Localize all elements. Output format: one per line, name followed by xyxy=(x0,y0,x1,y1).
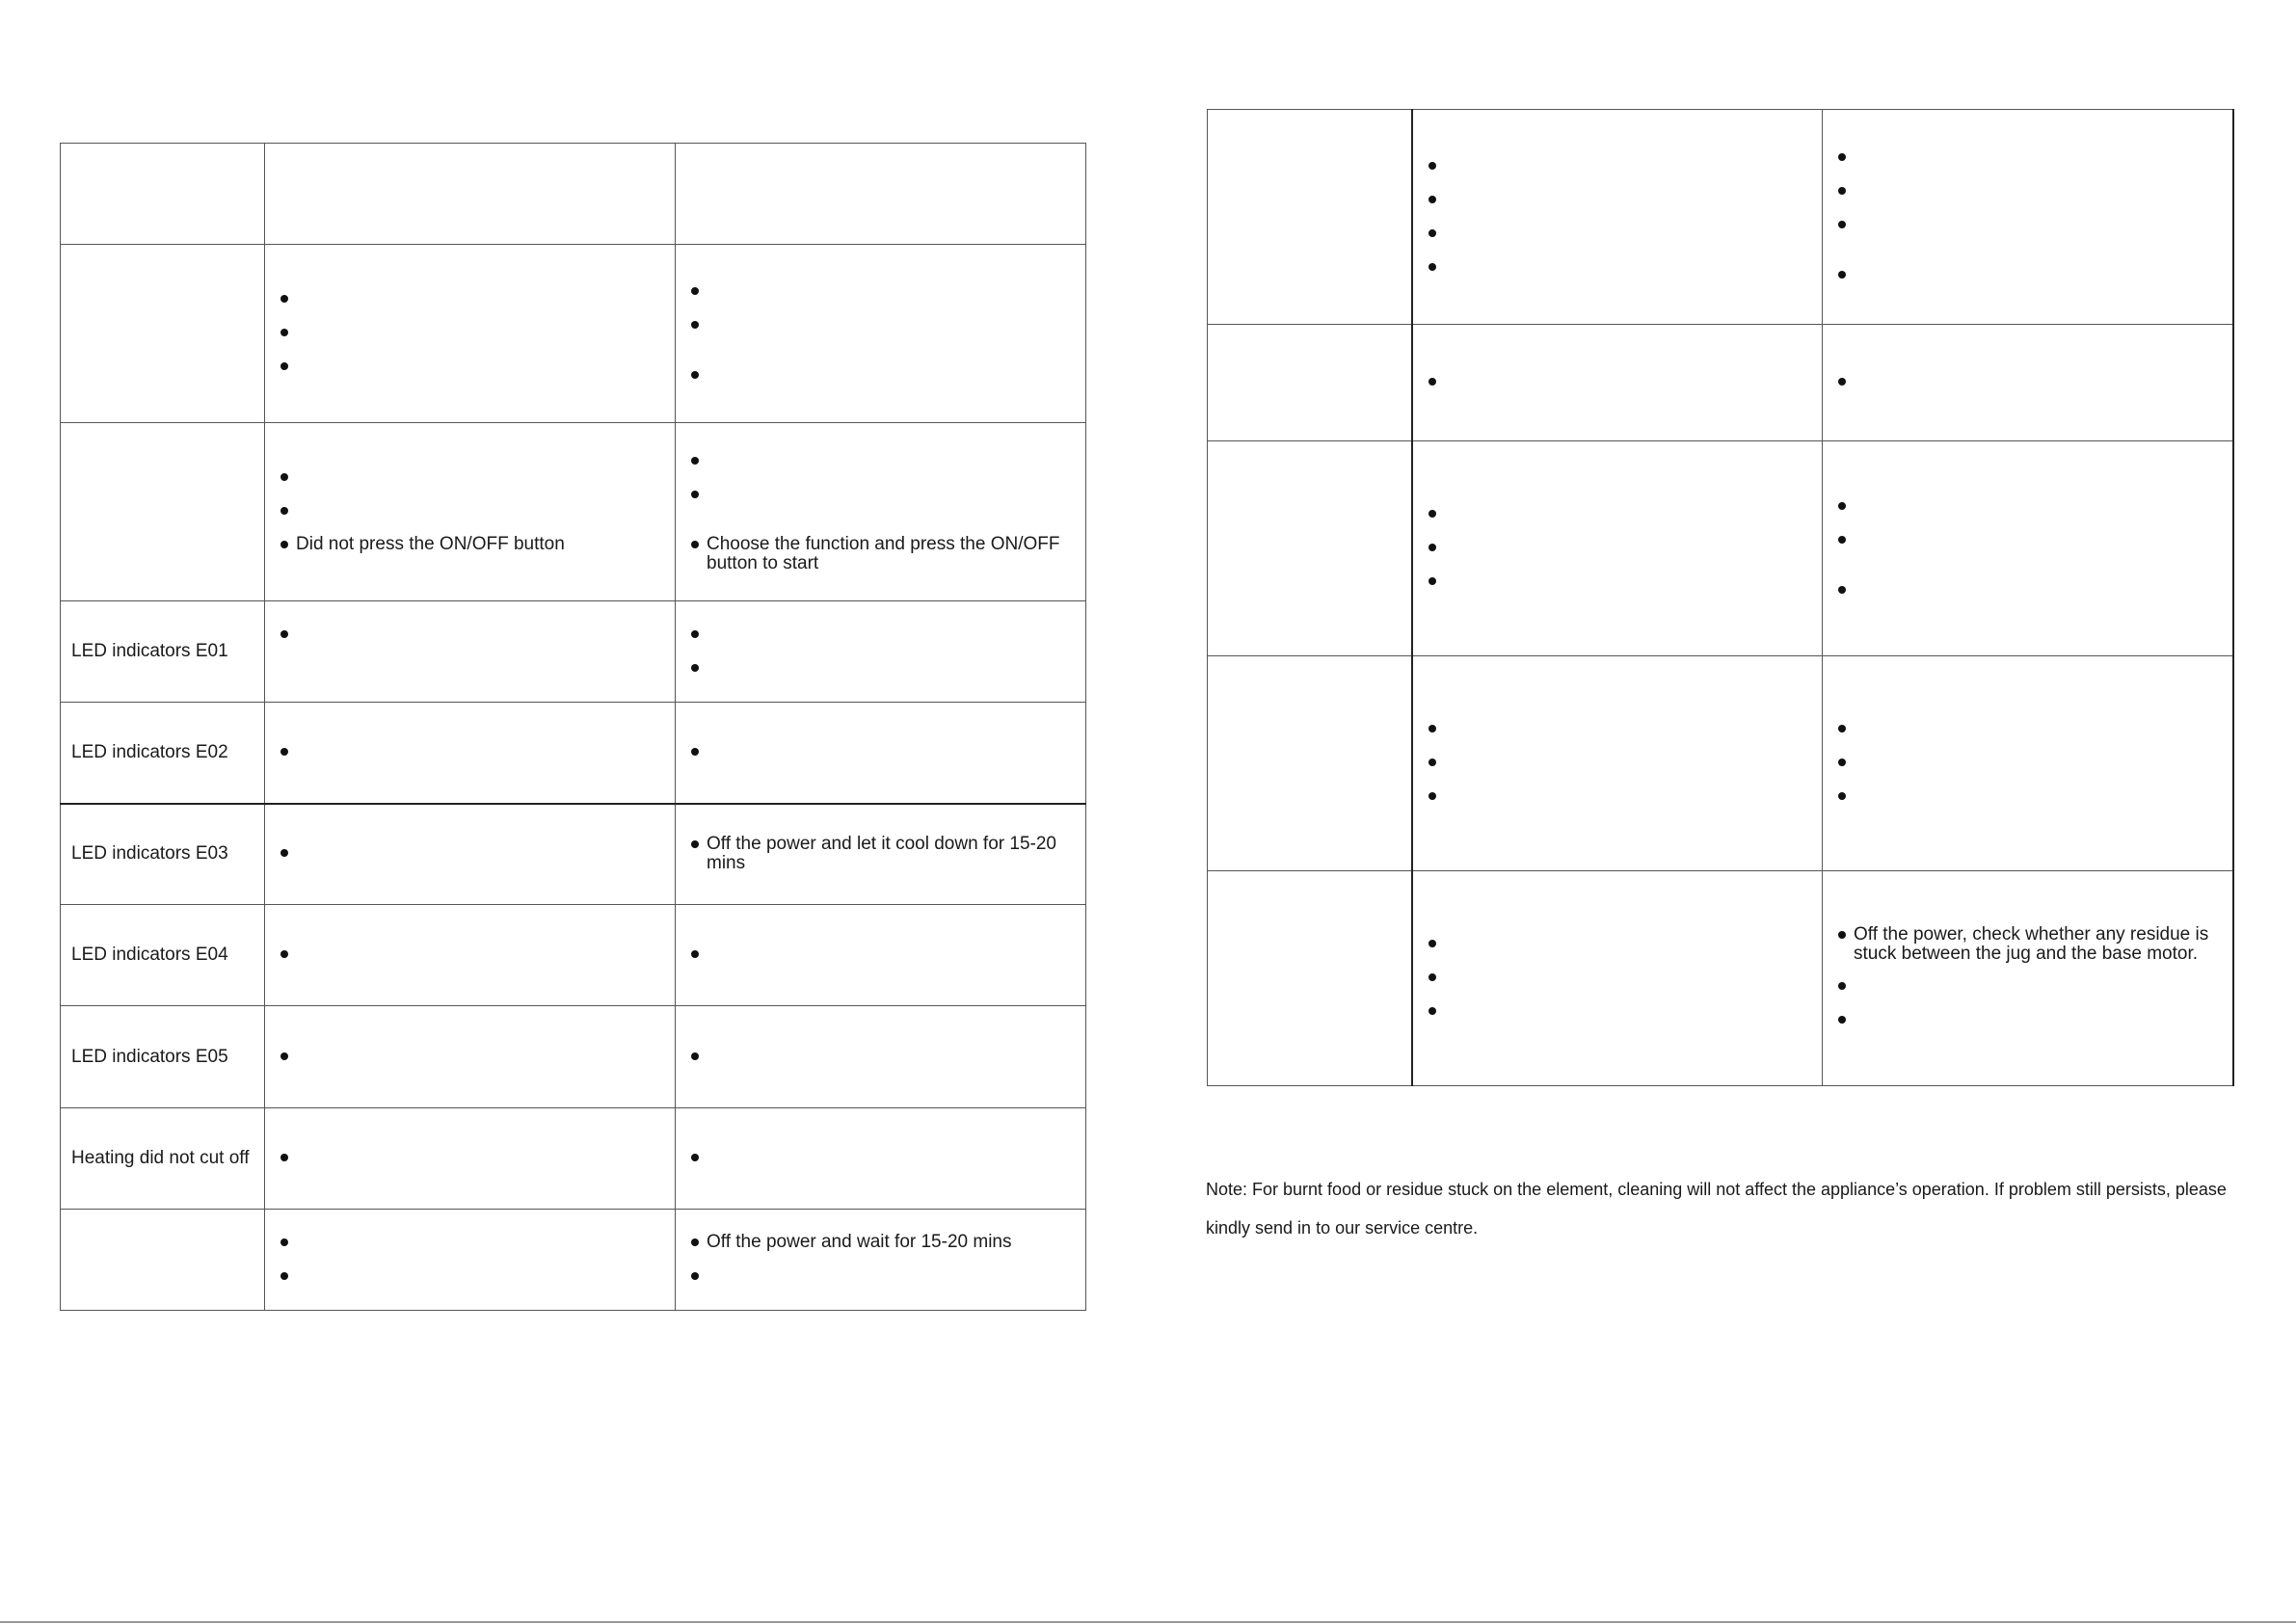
table-row xyxy=(1208,656,2233,871)
cause-cell xyxy=(1412,325,1823,441)
solution-cell xyxy=(1823,110,2233,325)
solution-cell xyxy=(1823,656,2233,871)
bullet-item xyxy=(279,843,663,865)
bullet-item xyxy=(1836,786,2221,808)
bullet-item xyxy=(689,1266,1074,1288)
bullet-item xyxy=(1836,719,2221,740)
bullet-item xyxy=(279,467,663,489)
table-row xyxy=(61,905,1086,1006)
bullet-item xyxy=(689,485,1074,506)
solution-cell xyxy=(676,1006,1086,1108)
bullet-item xyxy=(1427,572,1811,593)
cause-cell xyxy=(265,144,676,245)
solution-cell xyxy=(676,1108,1086,1210)
bullet-item xyxy=(689,625,1074,646)
bullet-item xyxy=(279,323,663,344)
bullet-item xyxy=(1836,496,2221,518)
table-row xyxy=(1208,110,2233,325)
bullet-item xyxy=(1427,504,1811,525)
bullet-item xyxy=(1836,147,2221,169)
bullet-item xyxy=(689,315,1074,336)
table-row xyxy=(61,144,1086,245)
problem-cell xyxy=(61,423,265,601)
solution-cell xyxy=(1823,325,2233,441)
table-row xyxy=(1208,325,2233,441)
table-row xyxy=(61,245,1086,423)
bullet-item xyxy=(689,451,1074,472)
bullet-item xyxy=(1427,786,1811,808)
cause-cell xyxy=(265,1006,676,1108)
solution-cell xyxy=(1823,441,2233,656)
bullet-item xyxy=(689,658,1074,679)
problem-cell xyxy=(61,245,265,423)
table-row xyxy=(1208,871,2233,1086)
bullet-item xyxy=(1836,265,2221,286)
bullet-item xyxy=(689,945,1074,966)
bullet-item xyxy=(279,501,663,522)
problem-cell: LED indicators E04 xyxy=(61,905,265,1006)
bullet-item xyxy=(1836,1010,2221,1031)
solution-cell xyxy=(676,905,1086,1006)
problem-cell xyxy=(1208,656,1412,871)
bullet-item xyxy=(279,945,663,966)
cause-cell xyxy=(265,804,676,905)
bullet-item: Off the power, check whether any residue is stuck between the jug and the base motor. xyxy=(1836,925,2221,964)
table-row xyxy=(61,703,1086,804)
bullet-item: Off the power and let it cool down for 15-20 mins xyxy=(689,835,1074,873)
solution-cell xyxy=(676,601,1086,703)
bullet-item xyxy=(1836,181,2221,202)
cause-cell xyxy=(265,245,676,423)
problem-cell xyxy=(1208,871,1412,1086)
problem-cell: LED indicators E01 xyxy=(61,601,265,703)
bullet-item xyxy=(1836,530,2221,551)
bullet-item xyxy=(1427,934,1811,955)
page-divider xyxy=(0,1621,2296,1623)
footnote: Note: For burnt food or residue stuck on the element, cleaning will not affect the appliance’s operation. If problem still persists, please kindly send in to our service centre. xyxy=(1206,1180,2227,1238)
problem-cell: Heating did not cut off xyxy=(61,1108,265,1210)
bullet-item xyxy=(279,1266,663,1288)
bullet-item xyxy=(1427,190,1811,211)
bullet-item xyxy=(279,289,663,310)
bullet-item: Choose the function and press the ON/OFF button to start xyxy=(689,535,1074,573)
cause-cell xyxy=(265,601,676,703)
cause-cell xyxy=(1412,110,1823,325)
troubleshooting-table-right xyxy=(1207,109,2234,1086)
bullet-item xyxy=(689,281,1074,303)
bullet-item xyxy=(1427,719,1811,740)
bullet-item xyxy=(279,1233,663,1254)
problem-cell xyxy=(1208,441,1412,656)
bullet-item xyxy=(1836,215,2221,236)
problem-cell: LED indicators E03 xyxy=(61,804,265,905)
bullet-item xyxy=(689,365,1074,386)
bullet-item xyxy=(1427,257,1811,279)
table-row xyxy=(61,1006,1086,1108)
problem-cell: LED indicators E02 xyxy=(61,703,265,804)
cause-cell xyxy=(265,703,676,804)
cause-cell xyxy=(265,423,676,601)
problem-cell xyxy=(1208,110,1412,325)
bullet-item xyxy=(1836,580,2221,601)
bullet-item xyxy=(1836,753,2221,774)
cause-cell xyxy=(265,1210,676,1311)
bullet-item xyxy=(1427,538,1811,559)
bullet-item xyxy=(689,1047,1074,1068)
solution-cell xyxy=(676,144,1086,245)
bullet-item xyxy=(1427,156,1811,177)
solution-cell xyxy=(676,804,1086,905)
troubleshooting-table-left xyxy=(60,143,1086,1311)
table-row xyxy=(61,804,1086,905)
bullet-item xyxy=(1427,224,1811,245)
cause-cell xyxy=(1412,656,1823,871)
bullet-item xyxy=(1427,753,1811,774)
problem-cell xyxy=(61,144,265,245)
solution-cell xyxy=(676,245,1086,423)
cause-cell xyxy=(265,905,676,1006)
table-row xyxy=(61,1108,1086,1210)
bullet-item xyxy=(1836,372,2221,393)
bullet-item xyxy=(1836,976,2221,998)
table-row xyxy=(1208,441,2233,656)
bullet-item xyxy=(689,742,1074,763)
bullet-item xyxy=(279,1047,663,1068)
solution-cell xyxy=(676,703,1086,804)
bullet-item: Did not press the ON/OFF button xyxy=(279,535,663,556)
bullet-item xyxy=(279,357,663,378)
bullet-item: Off the power and wait for 15-20 mins xyxy=(689,1233,1074,1254)
bullet-item xyxy=(279,742,663,763)
table-row xyxy=(61,1210,1086,1311)
bullet-item xyxy=(279,1148,663,1169)
bullet-item xyxy=(1427,1001,1811,1023)
problem-cell xyxy=(61,1210,265,1311)
bullet-item xyxy=(1427,968,1811,989)
problem-cell xyxy=(1208,325,1412,441)
table-row xyxy=(61,423,1086,601)
solution-cell xyxy=(676,1210,1086,1311)
cause-cell xyxy=(265,1108,676,1210)
bullet-item xyxy=(1427,372,1811,393)
cause-cell xyxy=(1412,871,1823,1086)
problem-cell: LED indicators E05 xyxy=(61,1006,265,1108)
cause-cell xyxy=(1412,441,1823,656)
solution-cell xyxy=(1823,871,2233,1086)
table-row xyxy=(61,601,1086,703)
solution-cell xyxy=(676,423,1086,601)
bullet-item xyxy=(689,1148,1074,1169)
bullet-item xyxy=(279,625,663,646)
